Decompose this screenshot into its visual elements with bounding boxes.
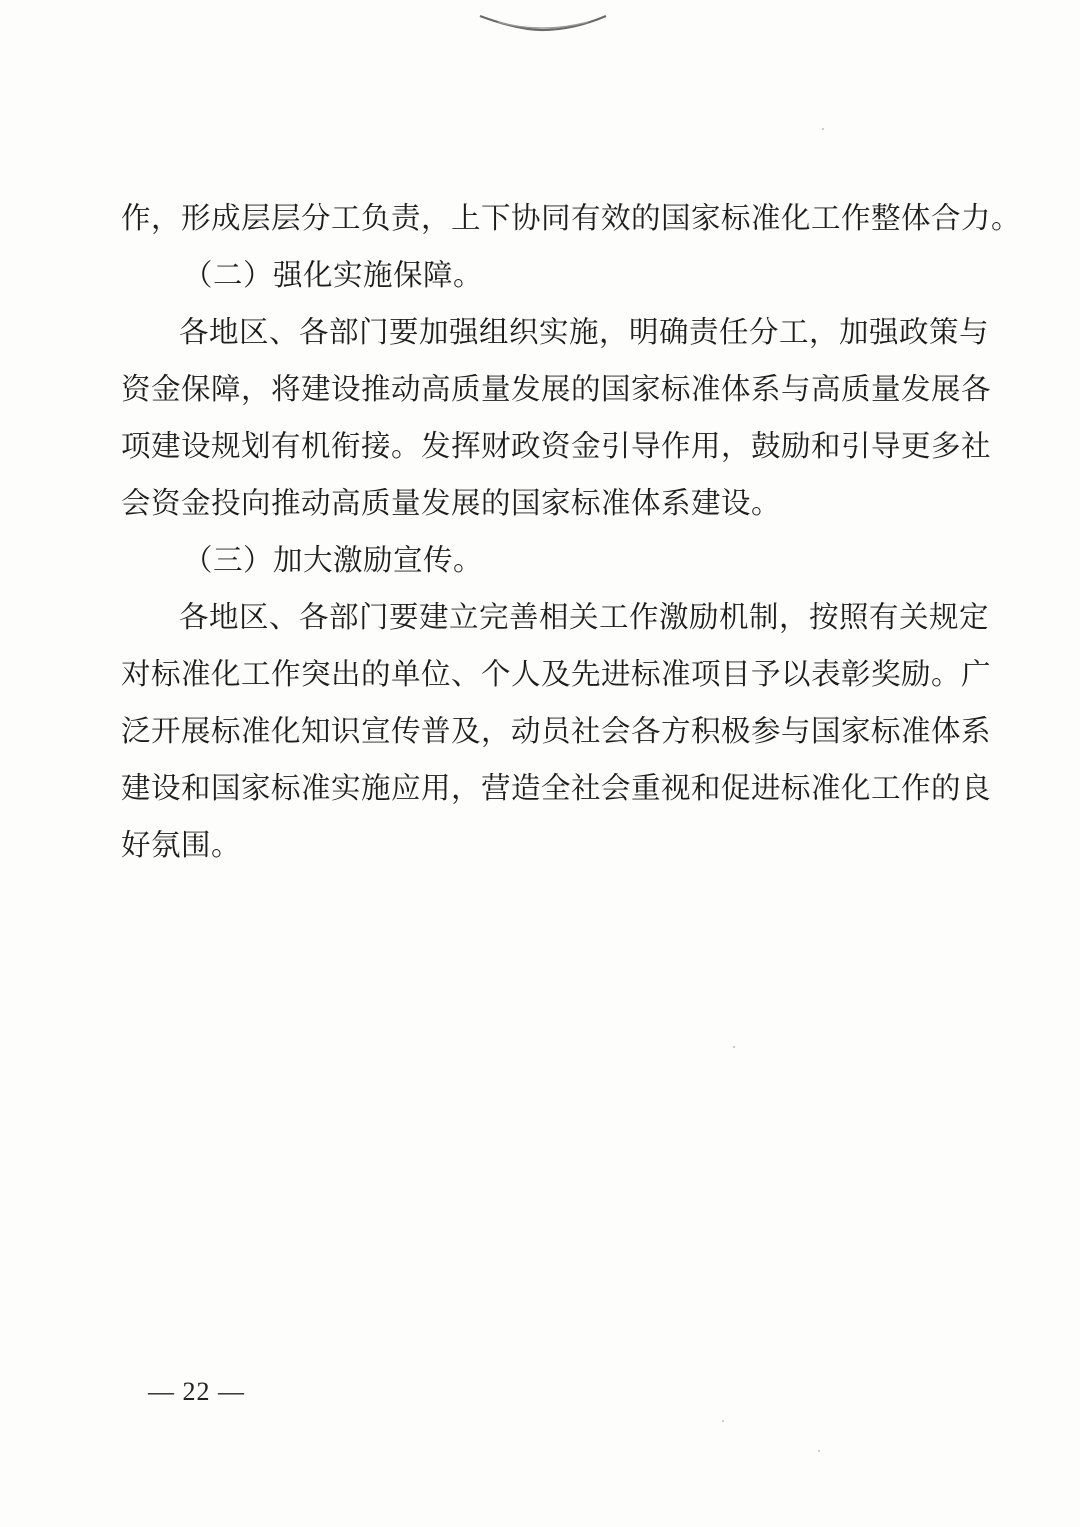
scan-speck [822, 128, 824, 130]
paragraph-line: 各地区、各部门要建立完善相关工作激励机制，按照有关规定 [179, 600, 990, 634]
paragraph-line: 资金保障，将建设推动高质量发展的国家标准体系与高质量发展各 [121, 372, 992, 406]
section-heading: （三）加大激励宣传。 [183, 543, 484, 577]
scan-speck [733, 1046, 735, 1048]
paragraph-line: 作，形成层层分工负责，上下协同有效的国家标准化工作整体合力。 [121, 201, 1022, 235]
paragraph-line: 会资金投向推动高质量发展的国家标准体系建设。 [121, 486, 782, 520]
paragraph-line: 泛开展标准化知识宣传普及，动员社会各方积极参与国家标准体系 [121, 714, 992, 748]
body-text [121, 190, 1022, 874]
page-number: — 22 — [148, 1377, 245, 1406]
section-heading: （二）强化实施保障。 [183, 258, 484, 292]
scan-speck [818, 1450, 820, 1452]
scan-speck [722, 1420, 724, 1422]
paragraph-line: 对标准化工作突出的单位、个人及先进标准项目予以表彰奖励。广 [121, 657, 992, 691]
paragraph-line: 各地区、各部门要加强组织实施，明确责任分工，加强政策与 [179, 315, 990, 349]
staple-mark [478, 8, 608, 34]
paragraph-line: 好氛围。 [121, 828, 242, 862]
paragraph-line: 项建设规划有机衔接。发挥财政资金引导作用，鼓励和引导更多社 [121, 429, 992, 463]
paragraph-line: 建设和国家标准实施应用，营造全社会重视和促进标准化工作的良 [121, 771, 992, 805]
